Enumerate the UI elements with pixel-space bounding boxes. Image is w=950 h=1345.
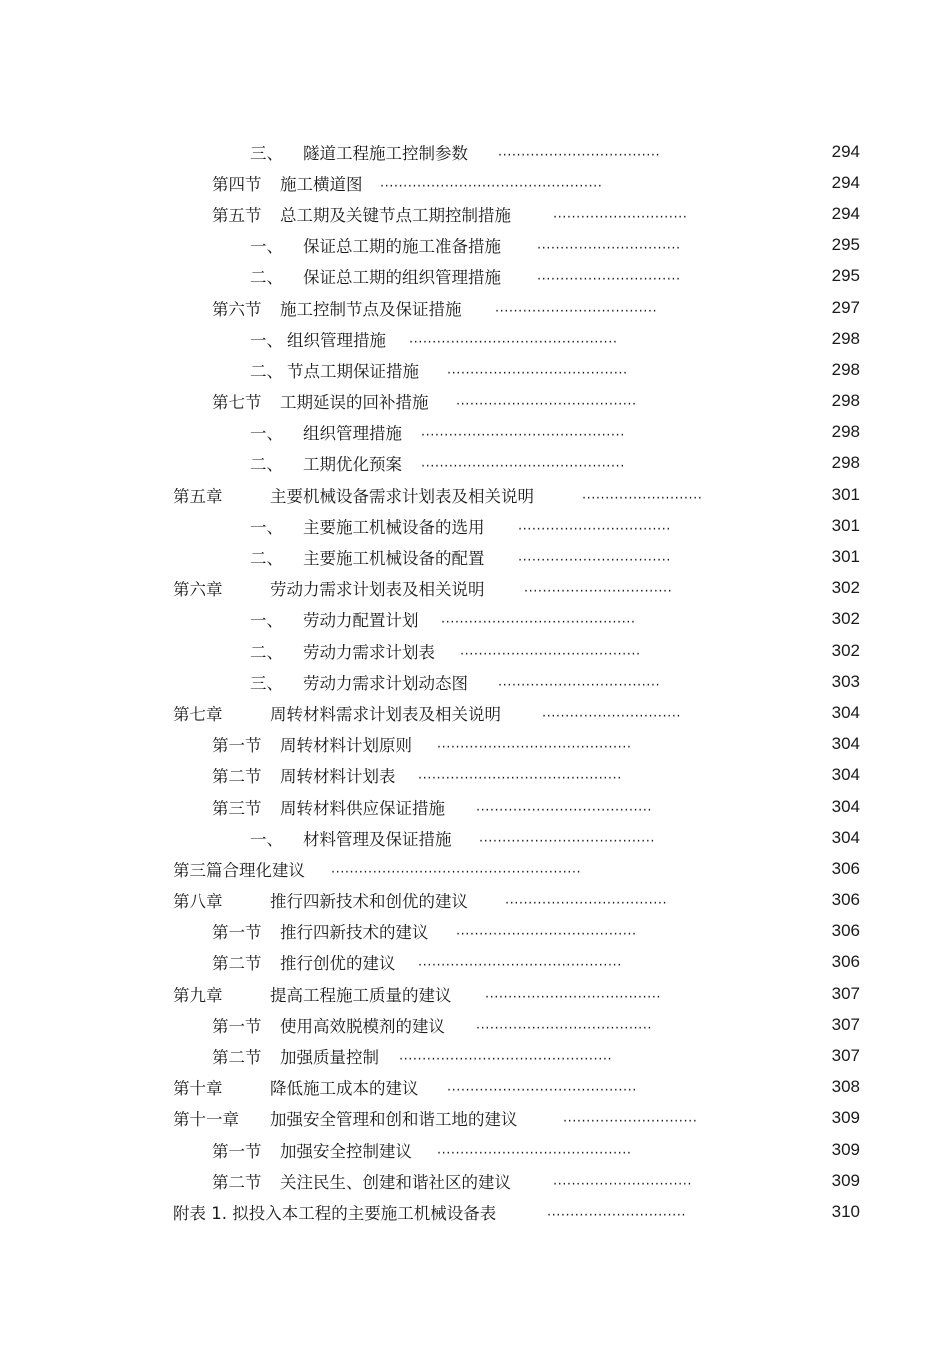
toc-entry-number: 第一节 bbox=[212, 923, 262, 943]
toc-page-number: 304 bbox=[831, 765, 860, 785]
toc-entry bbox=[0, 1196, 950, 1227]
toc-entry-title: 工期优化预案 bbox=[303, 455, 402, 475]
toc-dot-leader: ...................................... bbox=[485, 986, 662, 1002]
toc-entry-number: 二、 bbox=[250, 642, 283, 662]
toc-entry-title: 加强质量控制 bbox=[280, 1048, 379, 1068]
toc-dot-leader: ................................ bbox=[524, 580, 673, 596]
toc-dot-leader: ............................................ bbox=[418, 954, 622, 970]
toc-page-number: 304 bbox=[831, 702, 860, 722]
toc-dot-leader: ...................................... bbox=[479, 830, 656, 846]
toc-entry-number: 三、 bbox=[250, 143, 283, 163]
toc-entry-title: 第三篇合理化建议 bbox=[173, 860, 305, 880]
toc-page-number: 309 bbox=[831, 1170, 860, 1190]
toc-entry-title: 工期延误的回补措施 bbox=[280, 393, 429, 413]
toc-entry-title: 周转材料计划原则 bbox=[280, 736, 412, 756]
toc-entry-number: 第四节 bbox=[212, 174, 262, 194]
toc-entry-title: 总工期及关键节点工期控制措施 bbox=[280, 205, 511, 225]
toc-entry bbox=[0, 323, 950, 354]
toc-entry-title: 劳动力配置计划 bbox=[303, 611, 419, 631]
toc-page-number: 301 bbox=[831, 547, 860, 567]
toc-entry-number: 第三节 bbox=[212, 798, 262, 818]
toc-entry-number: 第六节 bbox=[212, 299, 262, 319]
toc-dot-leader: ................................. bbox=[518, 518, 671, 534]
toc-entry-number: 二、 bbox=[250, 361, 283, 381]
toc-page-number: 309 bbox=[831, 1108, 860, 1128]
toc-dot-leader: ....................................... bbox=[447, 362, 628, 378]
toc-entry bbox=[0, 479, 950, 510]
toc-entry-title: 劳动力需求计划表 bbox=[303, 642, 435, 662]
toc-entry-number: 第一节 bbox=[212, 736, 262, 756]
toc-page-number: 298 bbox=[831, 453, 860, 473]
toc-entry bbox=[0, 198, 950, 229]
toc-page-number: 301 bbox=[831, 515, 860, 535]
toc-dot-leader: ................................... bbox=[505, 892, 668, 908]
toc-entry-title: 推行四新技术的建议 bbox=[280, 923, 429, 943]
toc-page-number: 298 bbox=[831, 391, 860, 411]
toc-entry-number: 第一节 bbox=[212, 1016, 262, 1036]
toc-entry-number: 一、 bbox=[250, 330, 283, 350]
toc-page-number: 309 bbox=[831, 1139, 860, 1159]
toc-page-number: 295 bbox=[831, 266, 860, 286]
toc-entry-title: 节点工期保证措施 bbox=[287, 361, 419, 381]
toc-page-number: 310 bbox=[831, 1201, 860, 1221]
toc-entry-number: 二、 bbox=[250, 549, 283, 569]
toc-page-number: 306 bbox=[831, 952, 860, 972]
toc-dot-leader: .............................................. bbox=[399, 1048, 613, 1064]
toc-page-number: 306 bbox=[831, 921, 860, 941]
toc-entry-title: 组织管理措施 bbox=[303, 424, 402, 444]
toc-page-number: 304 bbox=[831, 734, 860, 754]
toc-entry-number: 第十一章 bbox=[173, 1110, 239, 1130]
toc-entry bbox=[0, 136, 950, 167]
toc-dot-leader: ................................................ bbox=[380, 175, 603, 191]
toc-entry-number: 第二节 bbox=[212, 1048, 262, 1068]
toc-dot-leader: ................................... bbox=[495, 300, 658, 316]
toc-entry-title: 降低施工成本的建议 bbox=[270, 1079, 419, 1099]
toc-entry-number: 二、 bbox=[250, 455, 283, 475]
toc-entry bbox=[0, 885, 950, 916]
toc-dot-leader: .............................. bbox=[542, 705, 681, 721]
toc-dot-leader: ................................... bbox=[498, 674, 661, 690]
toc-entry-number: 第七节 bbox=[212, 393, 262, 413]
toc-page-number: 294 bbox=[831, 203, 860, 223]
toc-entry-number: 第五章 bbox=[173, 486, 223, 506]
toc-entry-title: 周转材料需求计划表及相关说明 bbox=[270, 704, 501, 724]
toc-entry bbox=[0, 822, 950, 853]
toc-dot-leader: .......................................... bbox=[441, 611, 636, 627]
toc-page-number: 298 bbox=[831, 359, 860, 379]
toc-dot-leader: ............................... bbox=[537, 268, 681, 284]
toc-page-number: 298 bbox=[831, 328, 860, 348]
toc-entry-number: 第五节 bbox=[212, 205, 262, 225]
toc-entry-title: 施工控制节点及保证措施 bbox=[280, 299, 462, 319]
toc-entry-number: 一、 bbox=[250, 424, 283, 444]
toc-dot-leader: ............................................ bbox=[421, 455, 625, 471]
toc-page-number: 302 bbox=[831, 640, 860, 660]
toc-entry bbox=[0, 978, 950, 1009]
toc-entry bbox=[0, 448, 950, 479]
toc-dot-leader: ......................................... bbox=[447, 1079, 637, 1095]
toc-entry-number: 三、 bbox=[250, 673, 283, 693]
toc-page-number: 294 bbox=[831, 141, 860, 161]
toc-entry bbox=[0, 386, 950, 417]
toc-entry bbox=[0, 1072, 950, 1103]
toc-entry bbox=[0, 604, 950, 635]
toc-entry-title: 提高工程施工质量的建议 bbox=[270, 985, 452, 1005]
toc-entry bbox=[0, 417, 950, 448]
toc-entry bbox=[0, 167, 950, 198]
toc-entry-number: 第八章 bbox=[173, 892, 223, 912]
toc-entry bbox=[0, 791, 950, 822]
toc-dot-leader: ............................... bbox=[537, 237, 681, 253]
toc-page-number: 302 bbox=[831, 578, 860, 598]
toc-entry bbox=[0, 666, 950, 697]
toc-entry-title: 劳动力需求计划表及相关说明 bbox=[270, 580, 485, 600]
toc-dot-leader: ............................. bbox=[553, 206, 688, 222]
toc-entry-number: 第二节 bbox=[212, 1172, 262, 1192]
toc-entry-number: 二、 bbox=[250, 268, 283, 288]
toc-entry-title: 主要机械设备需求计划表及相关说明 bbox=[270, 486, 534, 506]
toc-entry-number: 第一节 bbox=[212, 1141, 262, 1161]
toc-entry-title: 加强安全管理和创和谐工地的建议 bbox=[270, 1110, 518, 1130]
toc-page-number: 295 bbox=[831, 235, 860, 255]
toc-page-number: 303 bbox=[831, 671, 860, 691]
toc-dot-leader: ....................................... bbox=[456, 923, 637, 939]
toc-entry-title: 推行四新技术和创优的建议 bbox=[270, 892, 468, 912]
toc-page-number: 307 bbox=[831, 983, 860, 1003]
toc-entry bbox=[0, 261, 950, 292]
toc-page-number: 297 bbox=[831, 297, 860, 317]
toc-entry-title: 主要施工机械设备的配置 bbox=[303, 549, 485, 569]
toc-entry bbox=[0, 697, 950, 728]
toc-entry-number: 第七章 bbox=[173, 704, 223, 724]
toc-entry-number: 一、 bbox=[250, 517, 283, 537]
toc-entry bbox=[0, 1103, 950, 1134]
toc-entry bbox=[0, 760, 950, 791]
toc-entry-number: 第六章 bbox=[173, 580, 223, 600]
toc-entry-number: 第二节 bbox=[212, 954, 262, 974]
toc-dot-leader: ...................................... bbox=[476, 1017, 653, 1033]
toc-entry bbox=[0, 292, 950, 323]
toc-dot-leader: ...................................................... bbox=[331, 861, 582, 877]
toc-dot-leader: .......................................... bbox=[437, 1142, 632, 1158]
toc-entry-title: 周转材料供应保证措施 bbox=[280, 798, 445, 818]
toc-entry-title: 关注民生、创建和谐社区的建议 bbox=[280, 1172, 511, 1192]
toc-dot-leader: ............................................ bbox=[418, 767, 622, 783]
toc-entry-title: 加强安全控制建议 bbox=[280, 1141, 412, 1161]
toc-entry-number: 第十章 bbox=[173, 1079, 223, 1099]
table-of-contents bbox=[0, 136, 950, 1228]
toc-entry bbox=[0, 1165, 950, 1196]
toc-dot-leader: .............................. bbox=[553, 1173, 692, 1189]
toc-page-number: 304 bbox=[831, 827, 860, 847]
toc-page-number: 301 bbox=[831, 484, 860, 504]
toc-page-number: 304 bbox=[831, 796, 860, 816]
toc-entry bbox=[0, 1134, 950, 1165]
toc-entry-title: 推行创优的建议 bbox=[280, 954, 396, 974]
toc-dot-leader: ............................................ bbox=[421, 424, 625, 440]
toc-entry bbox=[0, 635, 950, 666]
toc-dot-leader: .......................... bbox=[582, 487, 703, 503]
toc-entry-number: 第二节 bbox=[212, 767, 262, 787]
toc-entry-title: 主要施工机械设备的选用 bbox=[303, 517, 485, 537]
toc-dot-leader: .............................. bbox=[547, 1204, 686, 1220]
toc-entry-title: 施工横道图 bbox=[280, 174, 363, 194]
toc-page-number: 302 bbox=[831, 609, 860, 629]
toc-entry bbox=[0, 729, 950, 760]
toc-page-number: 308 bbox=[831, 1077, 860, 1097]
toc-entry-title: 隧道工程施工控制参数 bbox=[303, 143, 468, 163]
toc-page-number: 307 bbox=[831, 1046, 860, 1066]
toc-page-number: 294 bbox=[831, 172, 860, 192]
toc-entry bbox=[0, 1009, 950, 1040]
toc-dot-leader: ............................................. bbox=[409, 331, 618, 347]
toc-entry-title: 周转材料计划表 bbox=[280, 767, 396, 787]
toc-entry-number: 一、 bbox=[250, 237, 283, 257]
toc-dot-leader: ....................................... bbox=[456, 393, 637, 409]
toc-entry bbox=[0, 541, 950, 572]
toc-dot-leader: ....................................... bbox=[460, 643, 641, 659]
toc-entry bbox=[0, 947, 950, 978]
toc-entry bbox=[0, 230, 950, 261]
toc-dot-leader: ................................... bbox=[498, 144, 661, 160]
toc-entry-number: 一、 bbox=[250, 829, 283, 849]
toc-entry-title: 保证总工期的组织管理措施 bbox=[303, 268, 501, 288]
toc-dot-leader: ............................. bbox=[563, 1110, 698, 1126]
toc-entry-title: 使用高效脱模剂的建议 bbox=[280, 1016, 445, 1036]
toc-page-number: 298 bbox=[831, 422, 860, 442]
toc-entry-title: 材料管理及保证措施 bbox=[303, 829, 452, 849]
toc-dot-leader: .......................................... bbox=[437, 736, 632, 752]
toc-dot-leader: ................................. bbox=[518, 549, 671, 565]
toc-entry bbox=[0, 573, 950, 604]
toc-page-number: 306 bbox=[831, 858, 860, 878]
toc-dot-leader: ...................................... bbox=[476, 799, 653, 815]
toc-entry bbox=[0, 916, 950, 947]
toc-entry-title: 组织管理措施 bbox=[287, 330, 386, 350]
toc-entry bbox=[0, 1040, 950, 1071]
toc-entry bbox=[0, 354, 950, 385]
toc-entry-number: 一、 bbox=[250, 611, 283, 631]
toc-entry-number: 第九章 bbox=[173, 985, 223, 1005]
toc-entry-title: 保证总工期的施工准备措施 bbox=[303, 237, 501, 257]
toc-entry bbox=[0, 510, 950, 541]
toc-entry bbox=[0, 853, 950, 884]
toc-page-number: 306 bbox=[831, 890, 860, 910]
toc-entry-title: 附表 1. 拟投入本工程的主要施工机械设备表 bbox=[173, 1203, 497, 1223]
toc-page-number: 307 bbox=[831, 1014, 860, 1034]
toc-entry-title: 劳动力需求计划动态图 bbox=[303, 673, 468, 693]
